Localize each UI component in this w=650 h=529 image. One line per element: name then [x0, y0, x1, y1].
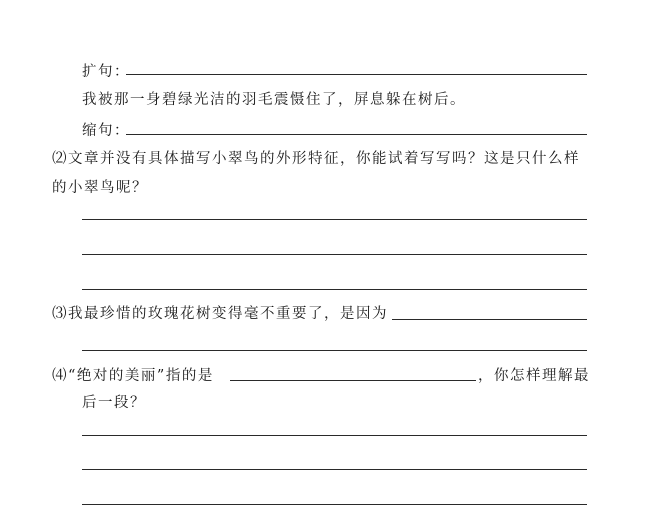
expand-answer-line[interactable] [126, 74, 587, 75]
question-2-line-1: ⑵文章并没有具体描写小翠鸟的外形特征，你能试着写写吗？这是只什么样 [52, 151, 580, 167]
question-4-line-2: 后一段？ [82, 395, 146, 411]
question-3-answer-line[interactable] [82, 350, 587, 351]
question-4-answer-line-3[interactable] [82, 504, 587, 505]
question-2-answer-line-2[interactable] [82, 254, 587, 255]
question-4-inline-answer-line[interactable] [230, 380, 476, 381]
expand-label: 扩句： [82, 64, 130, 80]
question-2-answer-line-1[interactable] [82, 219, 587, 220]
question-2-line-2: 的小翠鸟呢？ [52, 180, 148, 196]
expand-sentence: 我被那一身碧绿光洁的羽毛震慑住了，屏息躲在树后。 [82, 92, 466, 108]
shrink-answer-line[interactable] [126, 134, 587, 135]
question-4-answer-line-1[interactable] [82, 435, 587, 436]
question-4-prefix: ⑷“绝对的美丽”指的是 [52, 368, 214, 384]
question-4-suffix: ，你怎样理解最 [478, 368, 590, 384]
question-4-answer-line-2[interactable] [82, 469, 587, 470]
question-3-inline-answer-line[interactable] [392, 319, 587, 320]
question-3-text: ⑶我最珍惜的玫瑰花树变得毫不重要了，是因为 [52, 306, 388, 322]
shrink-label: 缩句： [82, 123, 130, 139]
question-2-answer-line-3[interactable] [82, 289, 587, 290]
